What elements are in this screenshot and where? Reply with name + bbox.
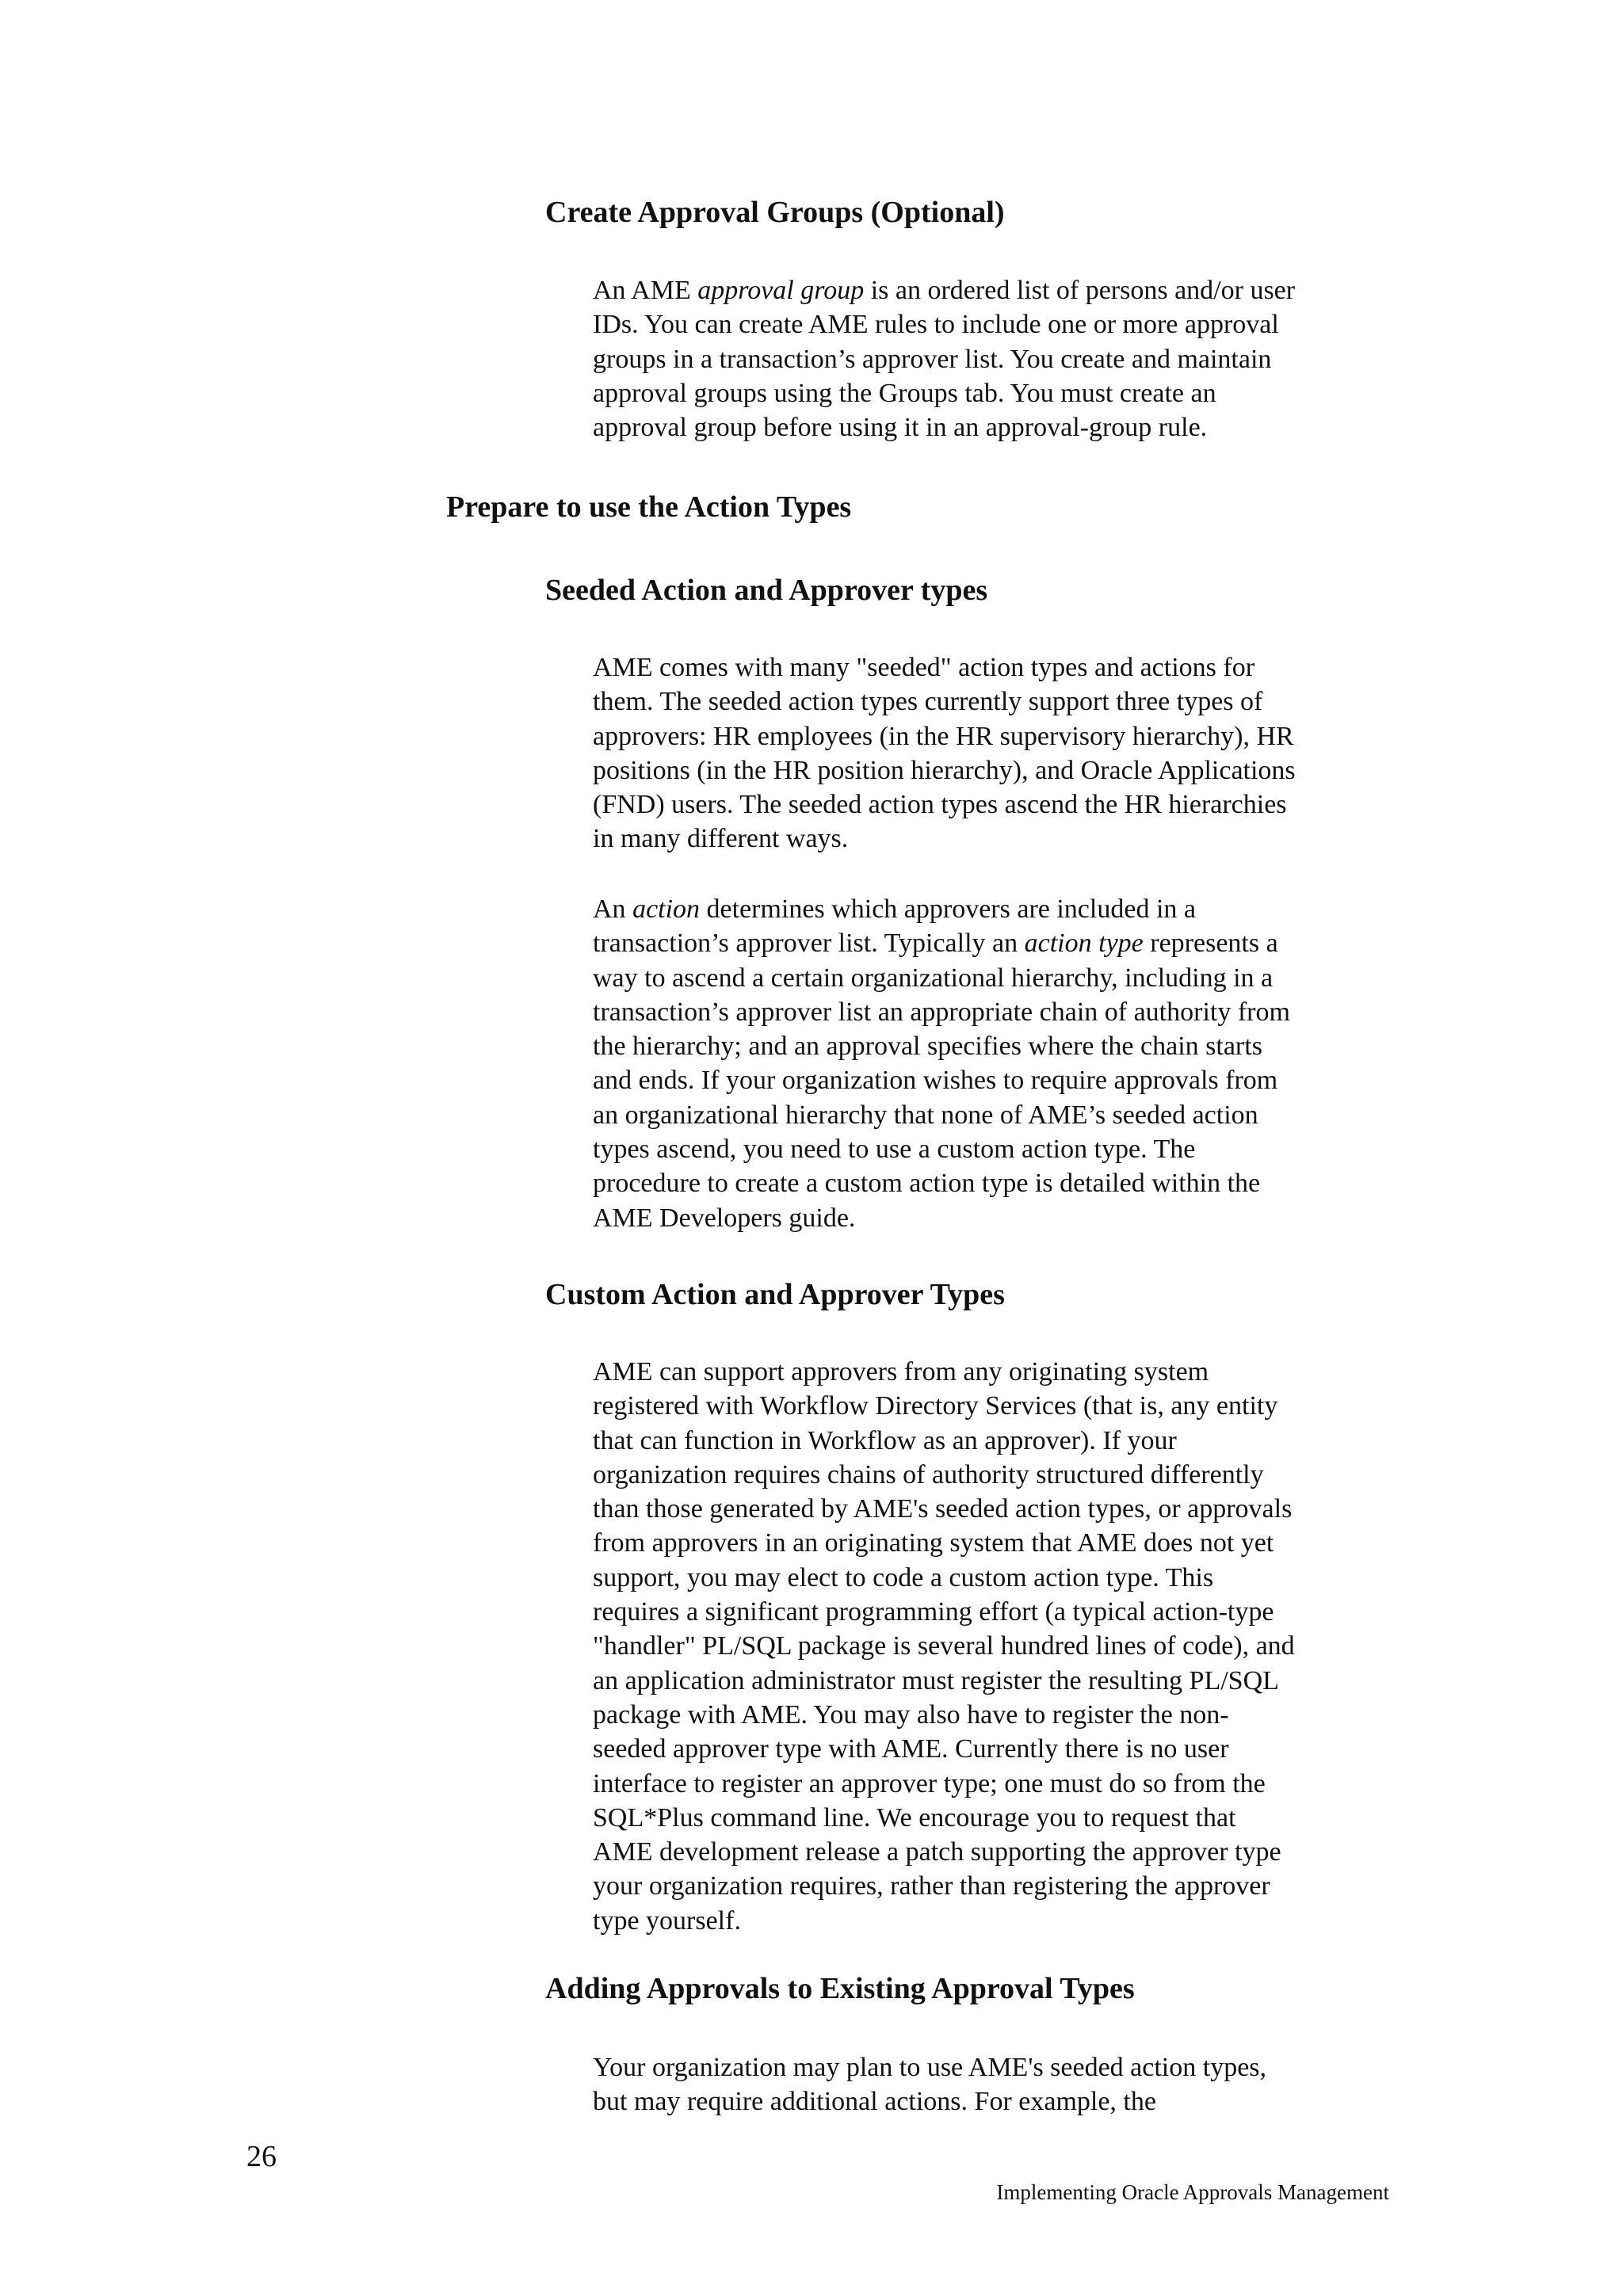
term-approval-group: approval group [697,276,865,305]
paragraph-seeded-types [593,650,1401,856]
paragraph-line: registered with Workflow Directory Services (that is, any entity [593,1391,1278,1421]
paragraph-line: requires a significant programming effort (a typical action-type [593,1597,1274,1627]
paragraph-line: way to ascend a certain organizational hierarchy, including in a [593,963,1274,993]
paragraph-line: IDs. You can create AME rules to include one or more approval [593,310,1279,340]
paragraph-line: your organization requires, rather than registering the approver [593,1871,1270,1901]
paragraph-line: an application administrator must register the resulting PL/SQL [593,1665,1279,1695]
paragraph-line: in many different ways. [593,824,849,854]
section-heading-adding-approvals: Adding Approvals to Existing Approval Types [545,1972,1135,2005]
paragraph-custom-types [593,1355,1401,1938]
paragraph-line: transaction’s approver list. Typically an action type represents a [593,929,1278,959]
page-number: 26 [246,2140,277,2173]
paragraph-line: AME development release a patch supporting the approver type [593,1837,1281,1867]
paragraph-line: and ends. If your organization wishes to require approvals from [593,1066,1278,1096]
paragraph-approval-groups [593,273,1401,444]
paragraph-line: than those generated by AME's seeded action types, or approvals [593,1494,1293,1524]
paragraph-line: procedure to create a custom action type is detailed within the [593,1169,1261,1199]
paragraph-line: organization requires chains of authority structured differently [593,1459,1264,1489]
term-action-type: action type [1024,929,1144,959]
paragraph-line: that can function in Workflow as an approver). If your [593,1425,1177,1455]
paragraph-line: type yourself. [593,1905,741,1936]
paragraph-line: positions (in the HR position hierarchy), and Oracle Applications [593,755,1296,785]
paragraph-line: An AME approval group is an ordered list of persons and/or user [593,276,1296,305]
paragraph-action-definition [593,892,1401,1235]
paragraph-line: SQL*Plus command line. We encourage you to request that [593,1802,1236,1833]
paragraph-line: (FND) users. The seeded action types ascend the HR hierarchies [593,790,1287,820]
paragraph-line: transaction’s approver list an appropriate chain of authority from [593,997,1290,1027]
paragraph-line: support, you may elect to code a custom action type. This [593,1562,1214,1592]
paragraph-line: the hierarchy; and an approval specifies where the chain starts [593,1032,1262,1062]
term-action: action [632,894,701,924]
paragraph-line: Your organization may plan to use AME's seeded action types, [593,2053,1267,2082]
section-heading-custom-action-approver-types: Custom Action and Approver Types [545,1278,1005,1311]
paragraph-line: AME Developers guide. [593,1203,856,1233]
paragraph-line: types ascend, you need to use a custom action type. The [593,1135,1196,1165]
paragraph-line: approval groups using the Groups tab. You must create an [593,378,1216,408]
paragraph-line: package with AME. You may also have to register the non- [593,1699,1229,1730]
paragraph-line: approval group before using it in an approval-group rule. [593,413,1208,443]
paragraph-line: from approvers in an originating system that AME does not yet [593,1528,1274,1558]
paragraph-line: AME can support approvers from any originating system [593,1357,1209,1386]
section-heading-prepare-action-types: Prepare to use the Action Types [446,490,852,524]
section-heading-create-approval-groups: Create Approval Groups (Optional) [545,196,1005,229]
paragraph-line: approvers: HR employees (in the HR supervisory hierarchy), HR [593,721,1294,751]
paragraph-line: but may require additional actions. For example, the [593,2087,1156,2117]
paragraph-adding-approvals [593,2050,1401,2119]
paragraph-line: An action determines which approvers are included in a [593,894,1196,924]
paragraph-line: seeded approver type with AME. Currently there is no user [593,1734,1229,1764]
footer-document-title: Implementing Oracle Approvals Management [996,2180,1389,2204]
paragraph-line: an organizational hierarchy that none of AME’s seeded action [593,1100,1258,1130]
paragraph-line: "handler" PL/SQL package is several hundred lines of code), and [593,1631,1295,1661]
paragraph-line: groups in a transaction’s approver list. You create and maintain [593,344,1272,374]
paragraph-line: interface to register an approver type; one must do so from the [593,1768,1266,1798]
paragraph-line: AME comes with many "seeded" action types and actions for [593,653,1255,682]
section-heading-seeded-action-approver-types: Seeded Action and Approver types [545,574,988,607]
paragraph-line: them. The seeded action types currently support three types of [593,687,1263,717]
